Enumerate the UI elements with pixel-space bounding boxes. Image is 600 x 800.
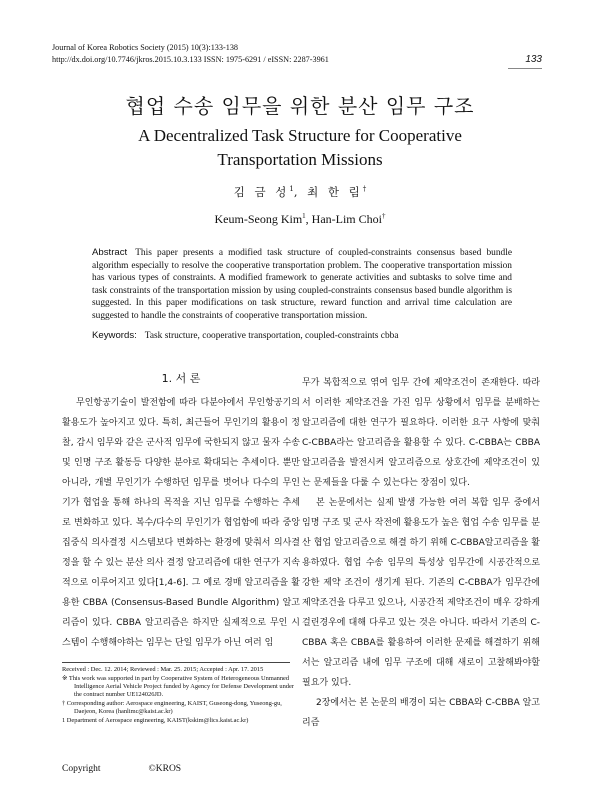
left-paragraph-1: 무인항공기술이 발전함에 따라 다분야에서 무인항공기의 활용도가 높아지고 있다. 특히, 최근들어 무인기의 활용이 정찰, 감시 임무와 같은 군사적 임무에 국한되지 않고 물자 수송 및 인명 구조 활동등 다양한 분야로 확대되는 추세이다. 뿐만 아니라, 개별 무인기가 수행하던 임무를 벗어나 다수의 무인기가 협업을 통해 하나의 목적을 지닌 임무를 수행하는 추세로 변화하고 있다. 복수/다수의 무인기가 협업함에 따라 중앙 집중식 의사결정 시스템보다 변화하는 환경에 맞춰서 의사결정을 할 수 있는 분산 의사 결정 알고리즘에 대한 연구가 지속적으로 이루어지고 있다[1,4-6]. 그 예로 경매 알고리즘을 활용한 CBBA (Consensus-Based Bundle Algorithm) 알고리즘이 있다. CBBA 알고리즘은 하지만 실제적으로 무인 시스템이 수행해야하는 임무는 단일 임무가 아닌 여러 임: [62, 398, 300, 648]
copyright: [62, 764, 229, 774]
english-author-1-mark: 1: [302, 212, 306, 220]
doi-issn: http://dx.doi.org/10.7746/jkros.2015.10.3.133 ISSN: 1975-6291 / eISSN: 2287-3961: [52, 55, 329, 64]
english-author-2-mark: †: [381, 212, 386, 220]
korean-title: 협업 수송 임무을 위한 분산 임무 구조: [125, 94, 475, 118]
korean-author-1-mark: 1: [289, 185, 294, 194]
korean-author-2-mark: †: [362, 185, 367, 194]
footnotes: [62, 666, 298, 725]
korean-author-1: 김 금 성: [233, 185, 290, 199]
journal-header: [52, 42, 329, 66]
footnote-corresponding: † Corresponding author: Aerospace engineering, KAIST, Guseong-dong, Yuseong-gu, Daejeon, Korea (hanlimc@kaist.ac.kr): [62, 699, 282, 716]
copyright-label: Copyright: [62, 764, 101, 774]
footnote-rule: [62, 662, 290, 663]
english-author-1: Keum-Seong Kim: [214, 212, 303, 226]
abstract-text: This paper presents a modified task structure of coupled-constraints consensus based bundle algorithm especially to resolve the cooperative transportation problem. The cooperative transportation mission has various types of constraints. A modified framework to generate activities and subtasks to solve time and task constraints of the transportation mission by using coupled-constraints consensus based bundle algorithm is suggested. In this paper modifications on task structure, reward function and arrival time calculation are suggested to handle the constraints of cooperative transportation mission.: [92, 248, 512, 321]
korean-authors: [0, 184, 600, 200]
english-authors: [0, 212, 600, 227]
right-column: [302, 373, 540, 733]
keywords-text: Task structure, cooperative transportation, coupled-constraints cbba: [144, 331, 399, 341]
korean-author-2: , 최 한 림: [293, 185, 363, 199]
keywords-label: Keywords:: [92, 330, 137, 341]
page-number: 133: [525, 54, 542, 65]
page-number-rule: [508, 68, 542, 69]
abstract: [92, 247, 512, 322]
section-heading: 1. 서 론: [161, 372, 201, 385]
right-paragraph-3: 2장에서는 본 논문의 배경이 되는 CBBA와 C-CBBA 알고리즘: [302, 698, 540, 728]
right-paragraph-2: 본 논문에서는 실제 발생 가능한 여러 복합 임무 중에서 임명 구조 및 군사 작전에 활용도가 높은 협업 수송 임무를 분산 협업 알고리즘으로 해결 하기 위해 C-CBBA알고리즘을 활용하였다. 협업 수송 임무의 특성상 임무간에 시공간적으로 강한 제약 조건이 생기게 된다. 기존의 C-CBBA가 임무간에 제약조건을 다루고 있으나, 시공간적 제약조건이 매우 강하게 걸린경우에 대해 다루고 있는 것은 아니다. 따라서 기존의 C-CBBA 혹은 CBBA를 활용하여 이러한 문제를 해결하기 위해서는 알고리즘 내에 임무 구조에 대해 새로이 고찰해봐야할 필요가 있다.: [302, 498, 540, 688]
footnote-funding: ※ This work was supported in part by Cooperative System of Heterogeneous Unmanned Intelligence Aerial Vehicle Project funded by Agency for Defense Development under the contract number UE124026JD.: [62, 674, 294, 699]
abstract-label: Abstract: [92, 247, 128, 258]
journal-citation: Journal of Korea Robotics Society (2015) 10(3):133-138: [52, 43, 239, 52]
english-title: [0, 124, 600, 172]
english-title-line1: A Decentralized Task Structure for Cooperative: [138, 126, 462, 145]
footnote-received: Received : Dec. 12. 2014; Reviewed : Mar. 25. 2015; Accepted : Apr. 17. 2015: [62, 666, 264, 673]
footnote-affiliation: 1 Department of Aerospace engineering, KAIST(kskim@lics.kaist.ac.kr): [62, 716, 249, 724]
english-author-2: , Han-Lim Choi: [305, 212, 382, 226]
right-paragraph-1: 무가 복합적으로 엮여 임무 간에 제약조건이 존재한다. 따라서 이러한 제약조건을 가진 임무 상황에서 임무를 분배하는 알고리즘에 대한 연구가 필요하다. 이러한 요구 사항에 맞춰 C-CBBA라는 알고리즘을 활용할 수 있다. C-CBBA는 CBBA 알고리즘을 발전시켜 알고리즘으로 상호간에 제약조건이 있는 문제들을 다룰 수 있는다는 장점이 있다.: [302, 378, 540, 488]
copyright-mark: ©KROS: [148, 764, 182, 774]
english-title-line2: Transportation Missions: [217, 150, 383, 169]
left-column: [62, 393, 300, 653]
keywords: [92, 330, 512, 341]
